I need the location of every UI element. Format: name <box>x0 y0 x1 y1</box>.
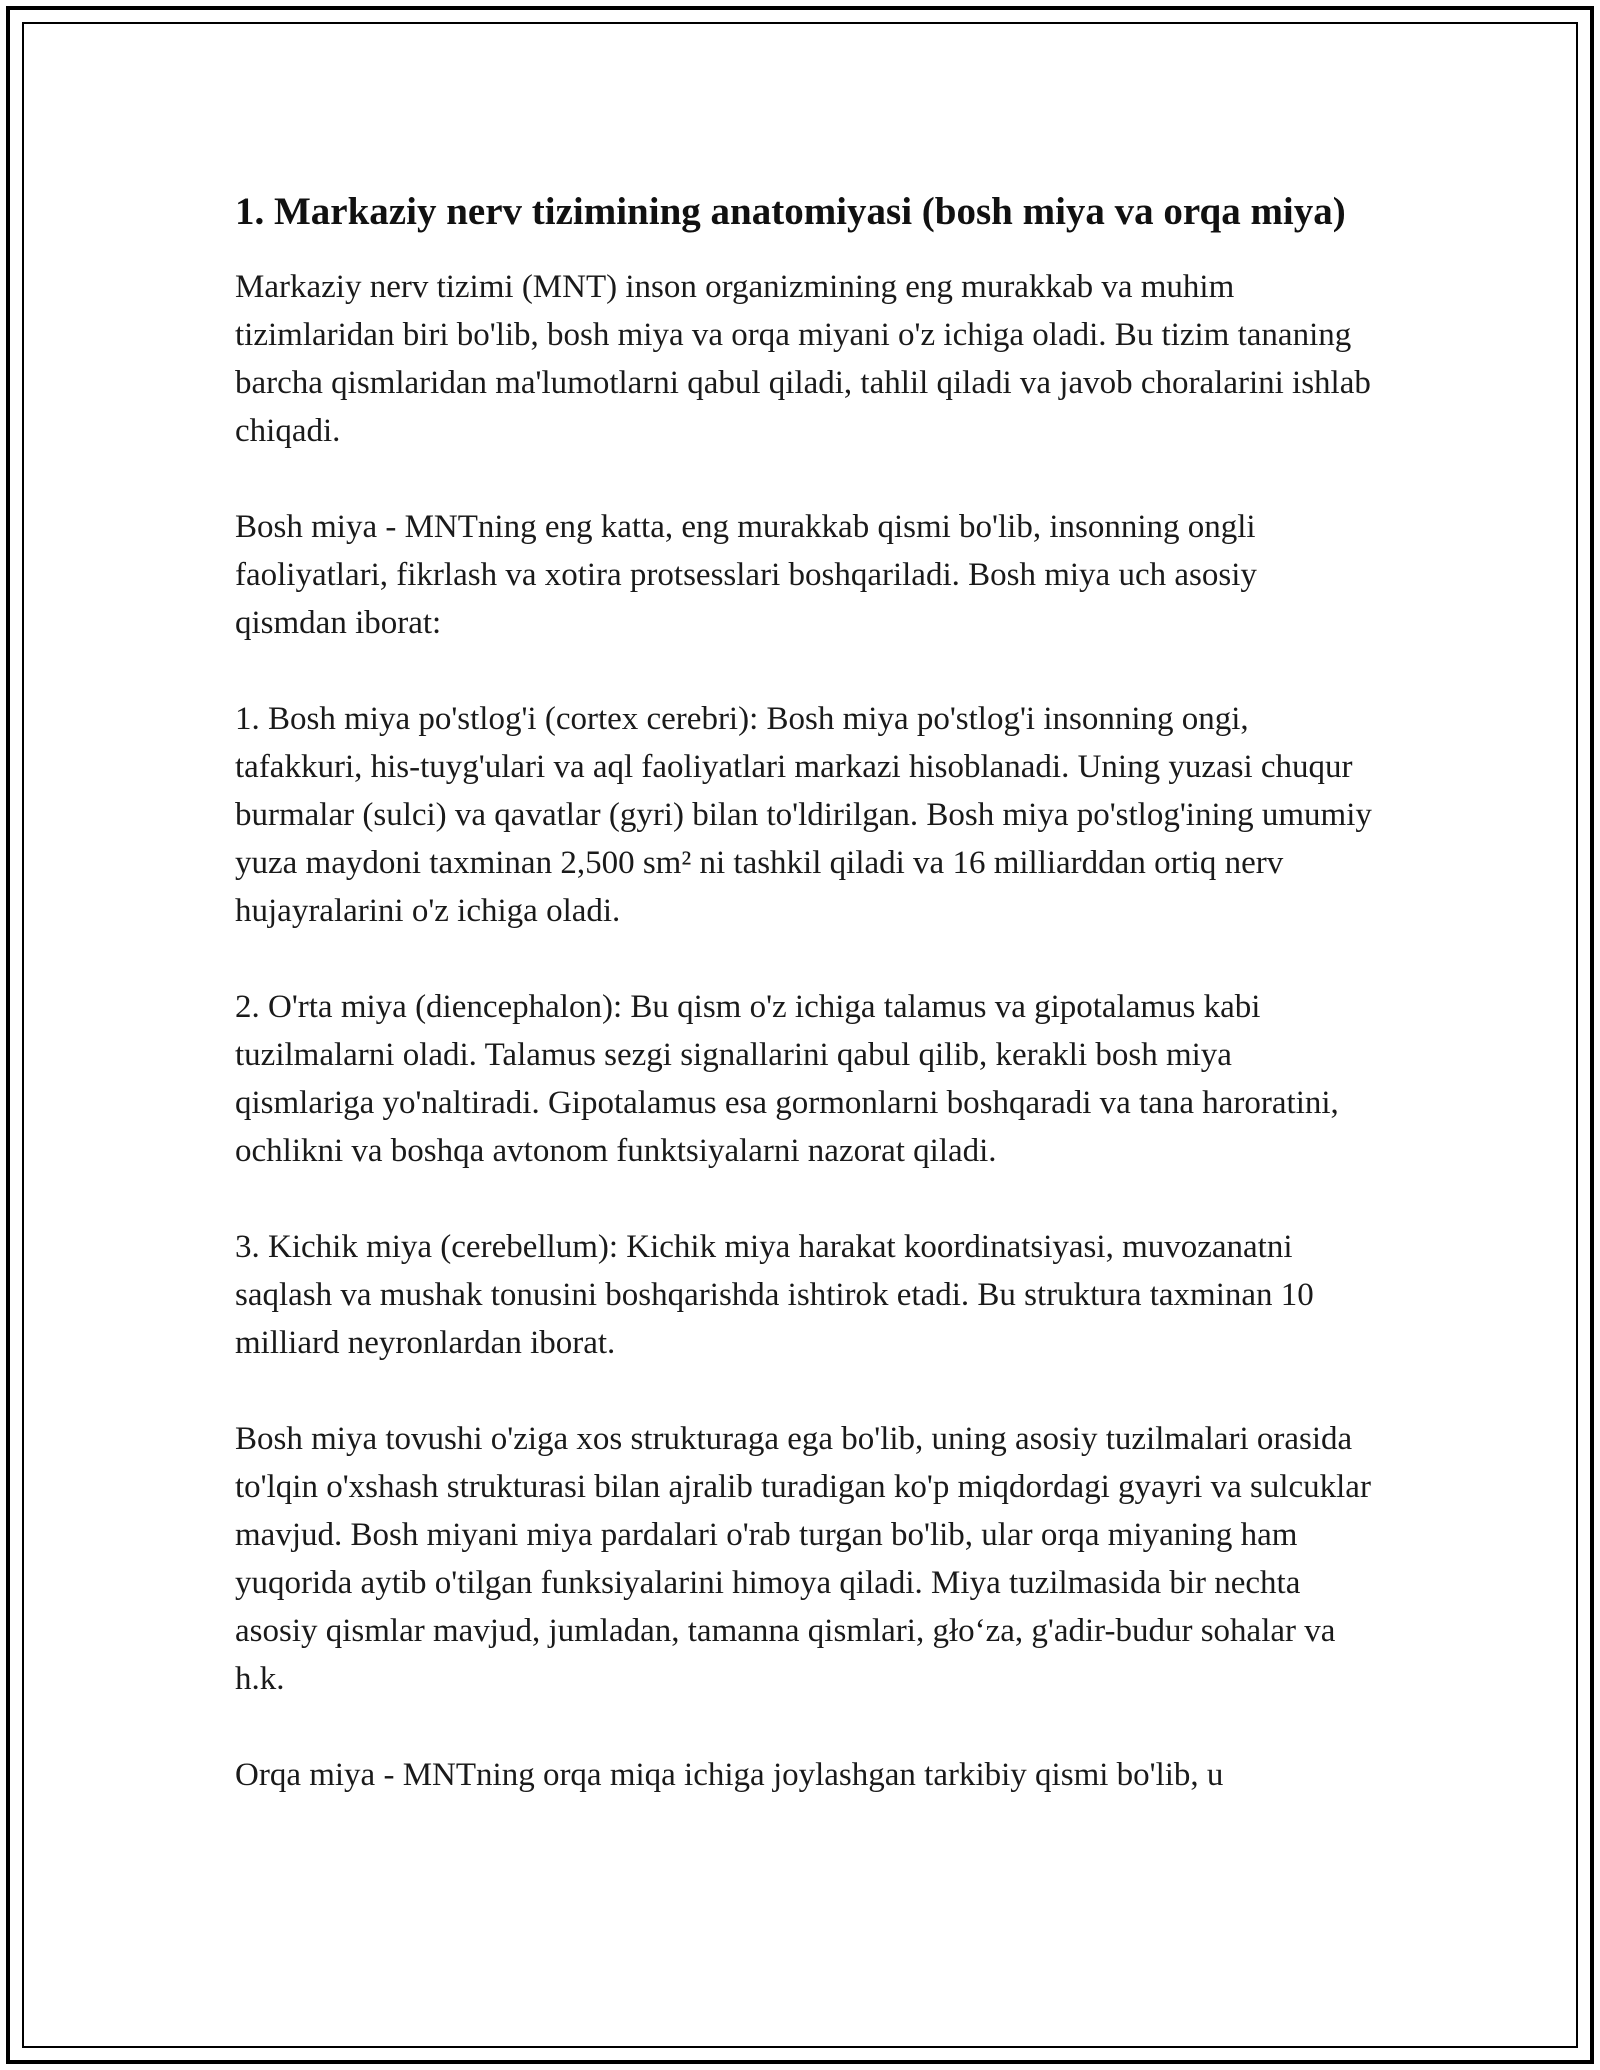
paragraph-cortex: 1. Bosh miya po'stlog'i (cortex cerebri): Bosh miya po'stlog'i insonning ongi, tafakkuri, his-tuyg'ulari va aql faoliyatlari markazi hisoblanadi. Uning yuzasi chuqur burmalar (sulci) va qavatlar (gyri) bilan to'ldirilgan. Bosh miya po'stlog'ining umumiy yuza maydoni taxminan 2,500 sm² ni tashkil qiladi va 16 milliarddan ortiq nerv hujayralarini o'z ichiga oladi. <box>235 701 1372 929</box>
paragraph-structure: Bosh miya tovushi o'ziga xos strukturaga ega bo'lib, uning asosiy tuzilmalari orasida to'lqin o'xshash strukturasi bilan ajralib turadigan ko'p miqdordagi gyayri va sulcuklar mavjud. Bosh miyani miya pardalari o'rab turgan bo'lib, ular orqa miyaning ham yuqorida aytib o'tilgan funksiyalarini himoya qiladi. Miya tuzilmasida bir nechta asosiy qismlar mavjud, jumladan, tamanna qismlari, głoʻza, g'adir-budur sohalar va h.k. <box>235 1421 1371 1697</box>
document-body <box>235 183 1375 1799</box>
paragraph-cerebellum: 3. Kichik miya (cerebellum): Kichik miya harakat koordinatsiyasi, muvozanatni saqlash va mushak tonusini boshqarishda ishtirok etadi. Bu struktura taxminan 10 milliard neyronlardan iborat. <box>235 1229 1314 1361</box>
paragraph-intro: Markaziy nerv tizimi (MNT) inson organizmining eng murakkab va muhim tizimlaridan biri bo'lib, bosh miya va orqa miyani o'z ichiga oladi. Bu tizim tananing barcha qismlaridan ma'lumotlarni qabul qiladi, tahlil qiladi va javob choralarini ishlab chiqadi. <box>235 269 1371 449</box>
document-title: 1. Markaziy nerv tizimining anatomiyasi (bosh miya va orqa miya) <box>235 190 1346 233</box>
paragraph-orqa-miya: Orqa miya - MNTning orqa miqa ichiga joylashgan tarkibiy qismi bo'lib, u <box>235 1757 1224 1793</box>
paragraph-bosh-miya: Bosh miya - MNTning eng katta, eng murakkab qismi bo'lib, insonning ongli faoliyatlari, fikrlash va xotira protsesslari boshqariladi. Bosh miya uch asosiy qismdan iborat: <box>235 509 1257 641</box>
paragraph-diencephalon: 2. O'rta miya (diencephalon): Bu qism o'z ichiga talamus va gipotalamus kabi tuzilmalarni oladi. Talamus sezgi signallarini qabul qilib, kerakli bosh miya qismlariga yo'naltiradi. Gipotalamus esa gormonlarni boshqaradi va tana haroratini, ochlikni va boshqa avtonom funktsiyalarni nazorat qiladi. <box>235 989 1339 1169</box>
